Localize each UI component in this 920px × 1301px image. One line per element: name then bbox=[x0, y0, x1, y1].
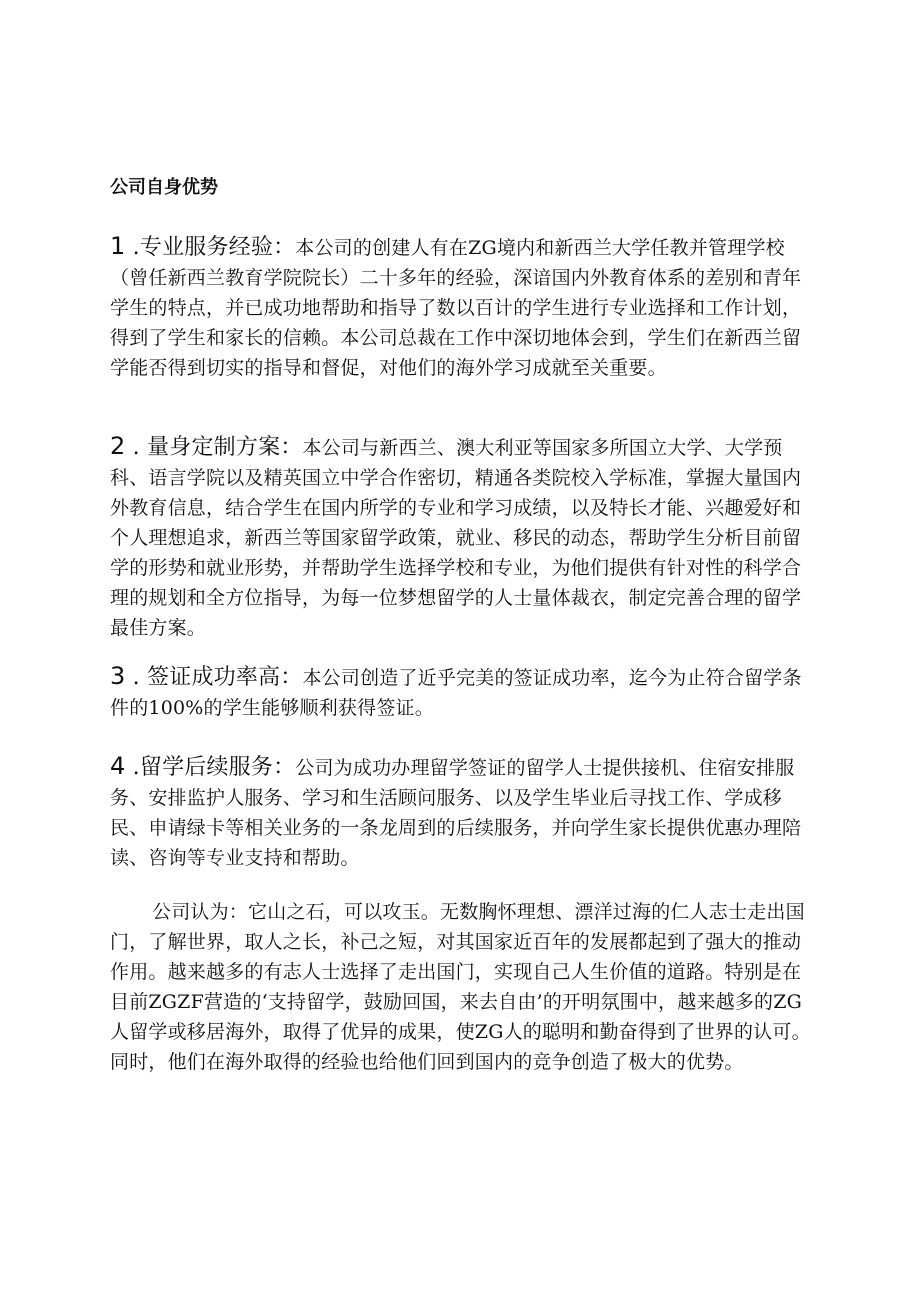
item-body: 本公司的创建人有在ZG境内和新西兰大学任教并管理学校（曾任新西兰教育学院院长）二十多年的经验，深谙国内外教育体系的差别和青年学生的特点，并已成功地帮助和指导了数以百计的学生进行专业选择和工作计划，得到了学生和家长的信赖。本公司总裁在工作中深切地体会到，学生们在新西兰留学能否得到切实的指导和督促，对他们的海外学习成就至关重要。 bbox=[110, 237, 802, 379]
item-body: 本公司创造了近乎完美的签证成功率，迄今为止符合留学条件的100%的学生能够顺利获得签证。 bbox=[110, 667, 802, 719]
section-heading: 公司自身优势 bbox=[110, 177, 218, 198]
advantage-item-2 bbox=[110, 431, 812, 643]
item-number: 3 bbox=[110, 662, 126, 690]
item-title: . 量身定制方案： bbox=[125, 435, 303, 460]
item-title: . 签证成功率高： bbox=[125, 665, 303, 690]
item-number: 2 bbox=[110, 432, 126, 460]
item-body: 本公司与新西兰、澳大利亚等国家多所国立大学、大学预科、语言学院以及精英国立中学合作密切，精通各类院校入学标准，掌握大量国内外教育信息，结合学生在国内所学的专业和学习成绩，以及特长才能、兴趣爱好和个人理想追求，新西兰等国家留学政策，就业、移民的动态，帮助学生分析目前留学的形势和就业形势，并帮助学生选择学校和专业，为他们提供有针对性的科学合理的规划和全方位指导，为每一位梦想留学的人士量体裁衣，制定完善合理的留学最佳方案。 bbox=[110, 437, 802, 639]
item-number: 4 bbox=[110, 752, 126, 780]
advantage-item-1 bbox=[110, 231, 812, 383]
advantage-item-4 bbox=[110, 751, 812, 873]
advantage-item-3 bbox=[110, 661, 812, 723]
item-title: .留学后续服务： bbox=[125, 755, 296, 780]
item-body: 公司为成功办理留学签证的留学人士提供接机、住宿安排服务、安排监护人服务、学习和生活顾问服务、以及学生毕业后寻找工作、学成移民、申请绿卡等相关业务的一条龙周到的后续服务，并向学生家长提供优惠办理陪读、咨询等专业支持和帮助。 bbox=[110, 757, 802, 869]
closing-paragraph: 公司认为：它山之石，可以攻玉。无数胸怀理想、漂洋过海的仁人志士走出国门，了解世界，取人之长，补己之短，对其国家近百年的发展都起到了强大的推动作用。越来越多的有志人士选择了走出国门，实现自己人生价值的道路。特别是在目前ZGZF营造的‘支持留学，鼓励回国，来去自由’的开明氛围中，越来越多的ZG人留学或移居海外，取得了优异的成果，使ZG人的聪明和勤奋得到了世界的认可。同时，他们在海外取得的经验也给他们回到国内的竞争创造了极大的优势。 bbox=[110, 901, 811, 1073]
item-title: .专业服务经验： bbox=[125, 235, 296, 260]
item-number: 1 bbox=[110, 232, 126, 260]
